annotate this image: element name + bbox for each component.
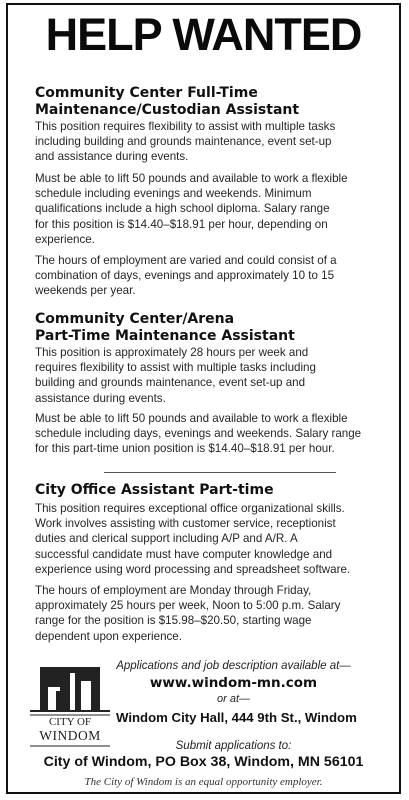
text-line: including building and grounds maintenance, event set-up bbox=[35, 135, 332, 149]
text-line: range for the position is $15.98–$20.50, starting wage bbox=[35, 614, 312, 628]
text-line: This position requires flexibility to assist with multiple tasks bbox=[35, 120, 336, 133]
text-line: experience. bbox=[35, 232, 95, 246]
text-line: Must be able to lift 50 pounds and available to work a flexible bbox=[35, 412, 348, 425]
job-title-line: Part-Time Maintenance Assistant bbox=[35, 327, 295, 344]
text-line: approximately 25 hours per week, Noon to 5:00 p.m. Salary bbox=[35, 599, 341, 613]
text-line: schedule including evenings and weekends. Minimum bbox=[35, 187, 312, 201]
job-title-line: City Office Assistant Part-time bbox=[35, 482, 274, 498]
text-line: dependent upon experience. bbox=[35, 629, 182, 643]
text-line: for this part-time union position is $14.40–$18.91 per hour. bbox=[35, 442, 335, 456]
job-paragraph bbox=[35, 501, 387, 577]
job-title-line: Maintenance/Custodian Assistant bbox=[35, 101, 300, 118]
text-line: Work involves assisting with customer service, receptionist bbox=[35, 517, 336, 531]
text-line: weekends per year. bbox=[35, 284, 136, 298]
text-line: This position is approximately 28 hours per week and bbox=[35, 346, 309, 359]
job-paragraph bbox=[35, 119, 387, 165]
job-paragraph bbox=[35, 171, 387, 247]
text-line: Must be able to lift 50 pounds and available to work a flexible bbox=[35, 172, 348, 185]
text-line: and assistance during events. bbox=[35, 150, 189, 164]
text-line: successful candidate must have computer knowledge and bbox=[35, 547, 333, 561]
logo-text-line2: WINDOM bbox=[39, 728, 101, 743]
city-hall-address: Windom City Hall, 444 9th St., Windom bbox=[116, 710, 357, 725]
section-divider bbox=[104, 472, 336, 473]
text-line: qualifications include a high school diploma. Salary range bbox=[35, 202, 330, 216]
text-line: for this position is $14.40–$18.91 per hour, depending on bbox=[35, 217, 328, 231]
text-line: experience using word processing and spreadsheet software. bbox=[35, 562, 351, 576]
job-title bbox=[35, 482, 390, 499]
mailing-address: City of Windom, PO Box 38, Windom, MN 56101 bbox=[43, 754, 364, 770]
job-title-line: Community Center/Arena bbox=[35, 311, 235, 327]
text-line: This position requires exceptional office organizational skills. bbox=[35, 502, 345, 515]
job-title bbox=[35, 311, 390, 344]
job-paragraph bbox=[35, 411, 387, 457]
job-paragraph bbox=[35, 253, 387, 299]
text-line: building and grounds maintenance, event set-up and bbox=[35, 376, 306, 390]
text-line: The hours of employment are varied and could consist of a bbox=[35, 254, 337, 267]
text-line: requires flexibility to assist with multiple tasks including bbox=[35, 361, 316, 375]
text-line: combination of days, evenings and approximately 10 to 15 bbox=[35, 269, 335, 283]
job-paragraph bbox=[35, 583, 387, 644]
text-line: schedule including days, evenings and weekends. Salary range bbox=[35, 427, 362, 441]
equal-opportunity-statement: The City of Windom is an equal opportunity employer. bbox=[84, 776, 323, 788]
website-link[interactable]: www.windom-mn.com bbox=[149, 675, 318, 691]
job-title-line: Community Center Full-Time bbox=[35, 85, 258, 101]
submit-note: Submit applications to: bbox=[175, 740, 292, 752]
logo-text-line1: CITY OF bbox=[48, 716, 92, 728]
text-line: The hours of employment are Monday through Friday, bbox=[35, 584, 312, 597]
text-line: assistance during events. bbox=[35, 391, 166, 405]
headline: HELP WANTED bbox=[45, 9, 362, 60]
text-line: duties and clerical support including A/P and A/R. A bbox=[35, 532, 298, 546]
job-title bbox=[35, 85, 390, 118]
job-paragraph bbox=[35, 345, 387, 406]
applications-note: Applications and job description available at— bbox=[116, 660, 351, 672]
or-at-note: or at— bbox=[216, 693, 250, 705]
help-wanted-ad bbox=[6, 3, 401, 794]
